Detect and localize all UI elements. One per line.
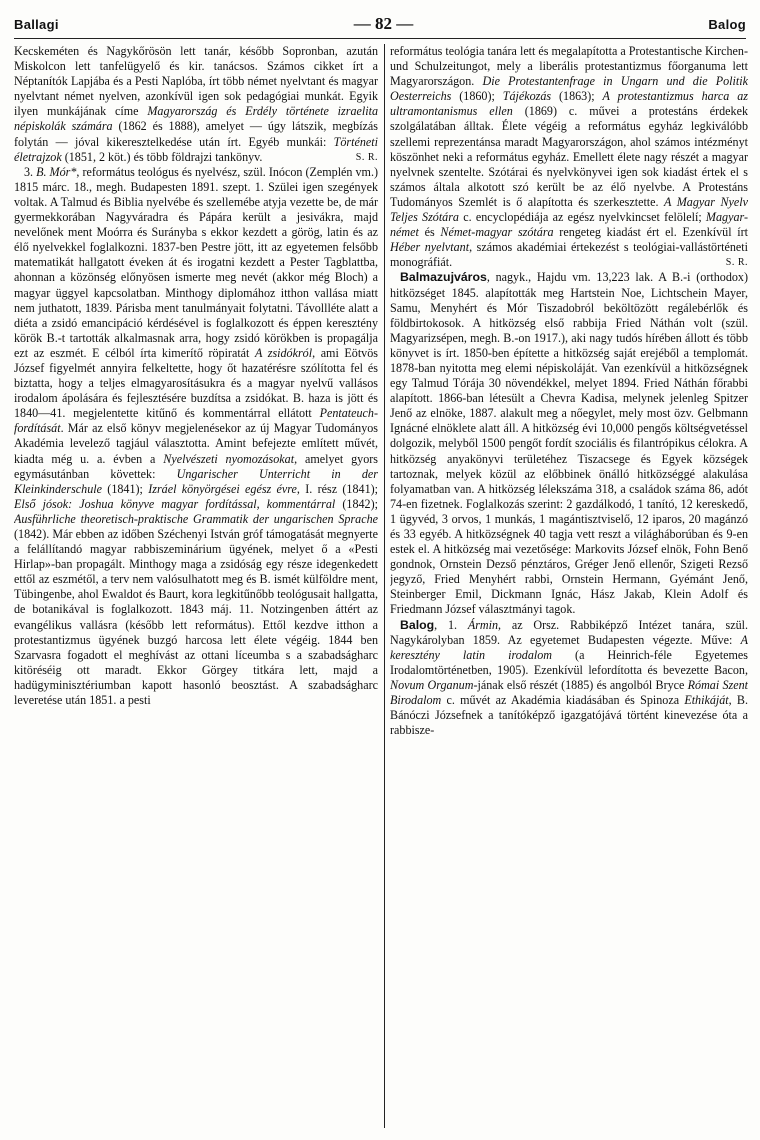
entry-name: B. Mór* <box>36 164 77 179</box>
column-divider <box>384 44 385 1128</box>
right-headword: Balog <box>708 16 746 32</box>
author-signature: S. R. <box>725 257 748 269</box>
running-head <box>14 10 746 39</box>
entry-balog: Balog, 1. Ármin, az Orsz. Rabbiképző Intézet tanára, szül. Nagykárolyban 1859. Az egyetemet Budapesten végezte. Műve: A keresztény latin irodalom (a Heinrich-féle Egyetemes Irodalomtörténetben, 1905). Ezenkívül lefordította és bevezette Bacon, Novum Organum-jának első részét (1885) és angolból Bryce Római Szent Birodalom c. művét az Akadémia kiadásában és Spinoza Ethikáját, B. Bánóczi Józsefnek a tanítóképző igazgatójává történt kinevezése óta a rabbisze- <box>390 617 748 738</box>
entry-headword: Balog <box>400 617 435 632</box>
entry-ballagi-mor: 3. B. Mór*, református teológus és nyelvész, szül. Inócon (Zemplén vm.) 1815 márc. 18., megh. Budapesten 1891. szept. 1. Szülei igen szegények voltak. A Talmud és Biblia nyelvébe és szellemébe atyja vezette be, de már gyermekkorában Nagyváradra és Pápára került a jesivákra, majd nevelőnek ment Moórra és Surányba s ekkor kezdett a görög, latin és az élő nyelvekkel foglalkozni. 1837-ben Pestre jött, itt az egyetemen felsőbb matematikát hallgatott éveken át és irogatni kezdett a Pester Tagblattba, ahonnan a közönség előnyösen ismerte meg nevét (akkor még Bloch) a magyar üggyel kapcsolatban. Minthogy diplomához itthon vallása miatt nem juthatott, 1839. Párisba ment tanulmányait folytatni. Távollléte alatt a diéta a zsidó emancipáció kérdésével is foglalkozott és éppen keresztény körök B.-t tartották alkalmasnak arra, hogy zsidó körökben is propagálja ezt az eszmét. E célból írta kimerítő röpiratát A zsidókról, ami Eötvös József figyelmét annyira felkeltette, hogy őt hazatérésre szólította fel és biztatta, hogy a teljes elmagyarosításukra és a magyar nyelvű vallásos irodalom ápolására és fejlesztésére buzdítsa a zsidókat. B. haza is jött és 1840—41. megjelentette kitűnő és kommentárral ellátott Pentateuch-fordítását. Már az első könyv megjelenésekor az új Magyar Tudományos Akadémia levelező tagjául választotta. Amint befejezte említett művét, kiadta még u. a. évben a Nyelvészeti nyomozásokat, amelyet gyors egymásutánban követtek: Ungarischer Unterricht in der Kleinkinderschule (1841); Izráel könyörgései egész évre, I. rész (1841); Első jósok: Joshua könyve magyar fordítással, kommentárral (1842); Ausführliche theoretisch-praktische Grammatik der ungarischen Sprache (1842). Már ebben az időben Széchenyi István gróf támogatását megnyerte a felállítandó magyar rabbiszeminárium ügyének, melyet ő a «Pesti Hirlap»-ban propagált. Minthogy maga a zsidóság egy része idegenkedett ettől az eszmétől, a terv nem valósulhatott meg és B. ismét külföldre ment, Tübingenbe, ahol Ewaldot és Baurt, kora legkitűnőbb teológusait hallgatta, de botanikával is foglalkozott. 1843 máj. 11. Notzingenben áttért az evangélikus vallásra (később lett református). Ettől kezdve itthon a protestantizmus ügyének buzgó harcosa lett élete végéig. 1844 ben Szarvasra fogadott el meghívást az ottani líceumba s a szabadságharc kitöréséig ott maradt. Ekkor Görgey titkára lett, majd a hadügyminisztériumban kapott hasonló beosztást. A szabadságharc leveretése után 1851. a pesti <box>14 164 378 708</box>
left-column <box>14 44 378 1134</box>
entry-continuation-paragraph: Kecskeméten és Nagykőrösön lett tanár, később Sopronban, azután Miskolcon lett tanfelügyelő és kir. tanácsos. Számos cikket írt a Néptanítók Lapjába és a Pesti Naplóba, írt több német nyelvtant és magyar nyelvtant német nyelven, azonkívül igen sok pedagógiai munkát. Egyik ilyen munkájának címe Magyarország és Erdély története izraelita népiskolák számára (1862 és 1888), amelyet — úgy látszik, megbízás folytán — jóval kikeresztelkedése után írt. Egyéb munkái: Történeti életrajzok (1851, 2 köt.) és több földrajzi tankönyv. S. R. <box>14 44 378 164</box>
entry-continuation-paragraph: református teológia tanára lett és megalapította a Protestantische Kirchen- und Schulzeitungot, mely a liberális protestantizmus főorganuma lett Magyarországon. Die Protestantenfrage in Ungarn und die Politik Oesterreichs (1860); Tájékozás (1863); A protestantizmus harca az ultramontanismus ellen (1869) c. művei a protestáns érdekek szolgálatában álltak. Élete végéig a református egyház legkiválóbb szellemi reprezentánsa maradt Magyarországon, ahol számos intézményt köszönhet neki a református egyház. Emellett élete nagy részét a magyar nyelvnek szentelte. Szótárai és nyelvkönyvei igen sok kiadást értek el s számos általa alkotott szó került be az élő nyelvbe. A Protestáns Tudományos Szemlét is ő alapította és szerkesztette. A Magyar Nyelv Teljes Szótára c. encyclopédiája az egész nyelvkincset felölelí; Magyar-német és Német-magyar szótára rengeteg kiadást ért el. Ezenkívül írt Héber nyelvtant, számos akadémiai értekezést s teológiai-vallástörténeti monográfiát. S. R. <box>390 44 748 270</box>
entry-headword: Balmazujváros <box>400 270 487 285</box>
right-column <box>390 44 748 1134</box>
page-number: — 82 — <box>353 14 414 33</box>
left-headword: Ballagi <box>14 16 59 32</box>
entry-balmazujvaros: Balmazujváros, nagyk., Hajdu vm. 13,223 lak. A B.-i (orthodox) hitközséget 1845. alapították meg Hartstein Noe, Lichtschein Mayer, Samu, Menyhért és Mór Tiszadobról beköltözött regálebérlők és földbirtokosok. A hitközség első rabbija Fried Náthán volt (szül. Magyarizsépen, megh. B.-on 1917.), aki nagy tudós hírében állott és több könyvet is írt. 1850-ben építette a hitközség saját erejéből a templomát. 1878-ban nyitotta meg elemi népiskoláját. Van ezenkívül a hitközségnek egy Talmud Tórája 30 növendékkel, melyet 1894. Fried Náthán főrabbi alapított. 1866-ban létesült a Chevra Kadisa, melynek jelenleg Spitzer Jenő az elnöke, 1887. alakult meg a nőegylet, mely most özv. Gelbmann Ignácné elnöklete alatt áll. A hitközség évi 10,000 pengős költségvetéssel dolgozik, melyből 1500 pengőt fordít szociális és filantrópikus célokra. A hitközség anyakönyvi területéhez Tiszacsege és Egyek községek tartoznak, melyek közül az előbbinek önálló hitközséggé alakulása folyamatban van. A hitközség lélekszáma 318, a családok száma 86, adót 74-en fizetnek. Foglalkozás szerint: 2 gazdálkodó, 1 tanító, 12 kereskedő, 1 ügyvéd, 3 orvos, 1 munkás, 1 magántisztviselő, 12 iparos, 20 magánzó és 33 egyéb. A hitközségnek 40 tagja vett reszt a világháborúban és 9-en estek el. A hitközség mai vezetősége: Markovits József elnök, Fohn Benő gondnok, Ornstein Dezső pénztáros, Gréger Jenő ellenőr, Szigeti Rezső jegyző, Fried Menyhért rabbi, Ornstein Hermann, Gyémánt Jenő, Steinberger Emil, Dickmann Ignác, Hász Jakab, Klein Adolf és Friedmann József választmányi tagok. <box>390 270 748 617</box>
author-signature: S. R. <box>355 151 378 163</box>
